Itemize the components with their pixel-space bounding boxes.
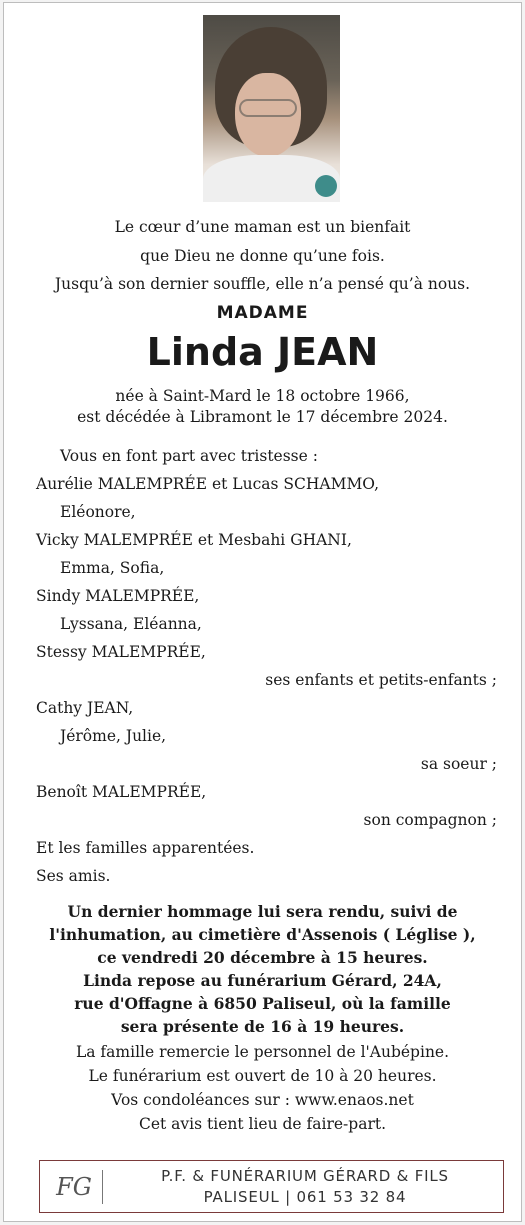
quote-line-2: que Dieu ne donne qu’une fois.: [140, 247, 385, 265]
quote-line-3: Jusqu’à son dernier souffle, elle n’a pensé qu’à nous.: [54, 275, 471, 293]
birth-line: née à Saint-Mard le 18 octobre 1966,: [115, 387, 410, 405]
banner-divider: [102, 1170, 103, 1204]
family-line: Aurélie MALEMPRÉE et Lucas SCHAMMO,: [36, 475, 380, 493]
portrait-photo: [203, 15, 340, 202]
funeral-home-banner: [39, 1160, 504, 1213]
family-relation: sa soeur ;: [420, 755, 497, 773]
family-line: Benoît MALEMPRÉE,: [36, 783, 207, 801]
family-line: Ses amis.: [36, 867, 111, 885]
ceremony-line: Linda repose au funérarium Gérard, 24A,: [83, 971, 442, 990]
family-relation: son compagnon ;: [363, 811, 497, 829]
family-line: Emma, Sofia,: [60, 559, 165, 577]
family-intro: Vous en font part avec tristesse :: [60, 447, 318, 465]
ceremony-line: rue d'Offagne à 6850 Paliseul, où la famille: [74, 994, 451, 1013]
family-line: Eléonore,: [60, 503, 136, 521]
ceremony-line: Un dernier hommage lui sera rendu, suivi de: [67, 902, 458, 921]
quote-line-1: Le cœur d’une maman est un bienfait: [114, 218, 411, 236]
funeral-home-monogram: FG: [56, 1173, 92, 1201]
ceremony-line: l'inhumation, au cimetière d'Assenois ( Léglise ),: [49, 925, 476, 944]
family-line: Et les familles apparentées.: [36, 839, 255, 857]
family-line: Cathy JEAN,: [36, 699, 134, 717]
family-line: Vicky MALEMPRÉE et Mesbahi GHANI,: [36, 531, 352, 549]
obituary-card: [3, 2, 522, 1222]
ceremony-line: ce vendredi 20 décembre à 15 heures.: [97, 948, 428, 967]
note-line: Vos condoléances sur : www.enaos.net: [111, 1091, 414, 1109]
family-line: Sindy MALEMPRÉE,: [36, 587, 200, 605]
funeral-home-name: P.F. & FUNÉRARIUM GÉRARD & FILS: [161, 1167, 449, 1185]
funeral-home-contact: PALISEUL | 061 53 32 84: [203, 1188, 407, 1206]
note-line: Le funérarium est ouvert de 10 à 20 heures.: [88, 1067, 437, 1085]
family-relation: ses enfants et petits-enfants ;: [265, 671, 497, 689]
family-line: Stessy MALEMPRÉE,: [36, 643, 206, 661]
family-line: Jérôme, Julie,: [60, 727, 167, 745]
ceremony-line: sera présente de 16 à 19 heures.: [120, 1017, 405, 1036]
note-line: Cet avis tient lieu de faire-part.: [138, 1115, 387, 1133]
note-line: La famille remercie le personnel de l'Aubépine.: [75, 1043, 450, 1061]
family-line: Lyssana, Eléanna,: [60, 615, 202, 633]
honorific-title: MADAME: [216, 303, 309, 323]
death-line: est décédée à Libramont le 17 décembre 2024.: [77, 408, 448, 426]
deceased-name: Linda JEAN: [146, 330, 379, 374]
